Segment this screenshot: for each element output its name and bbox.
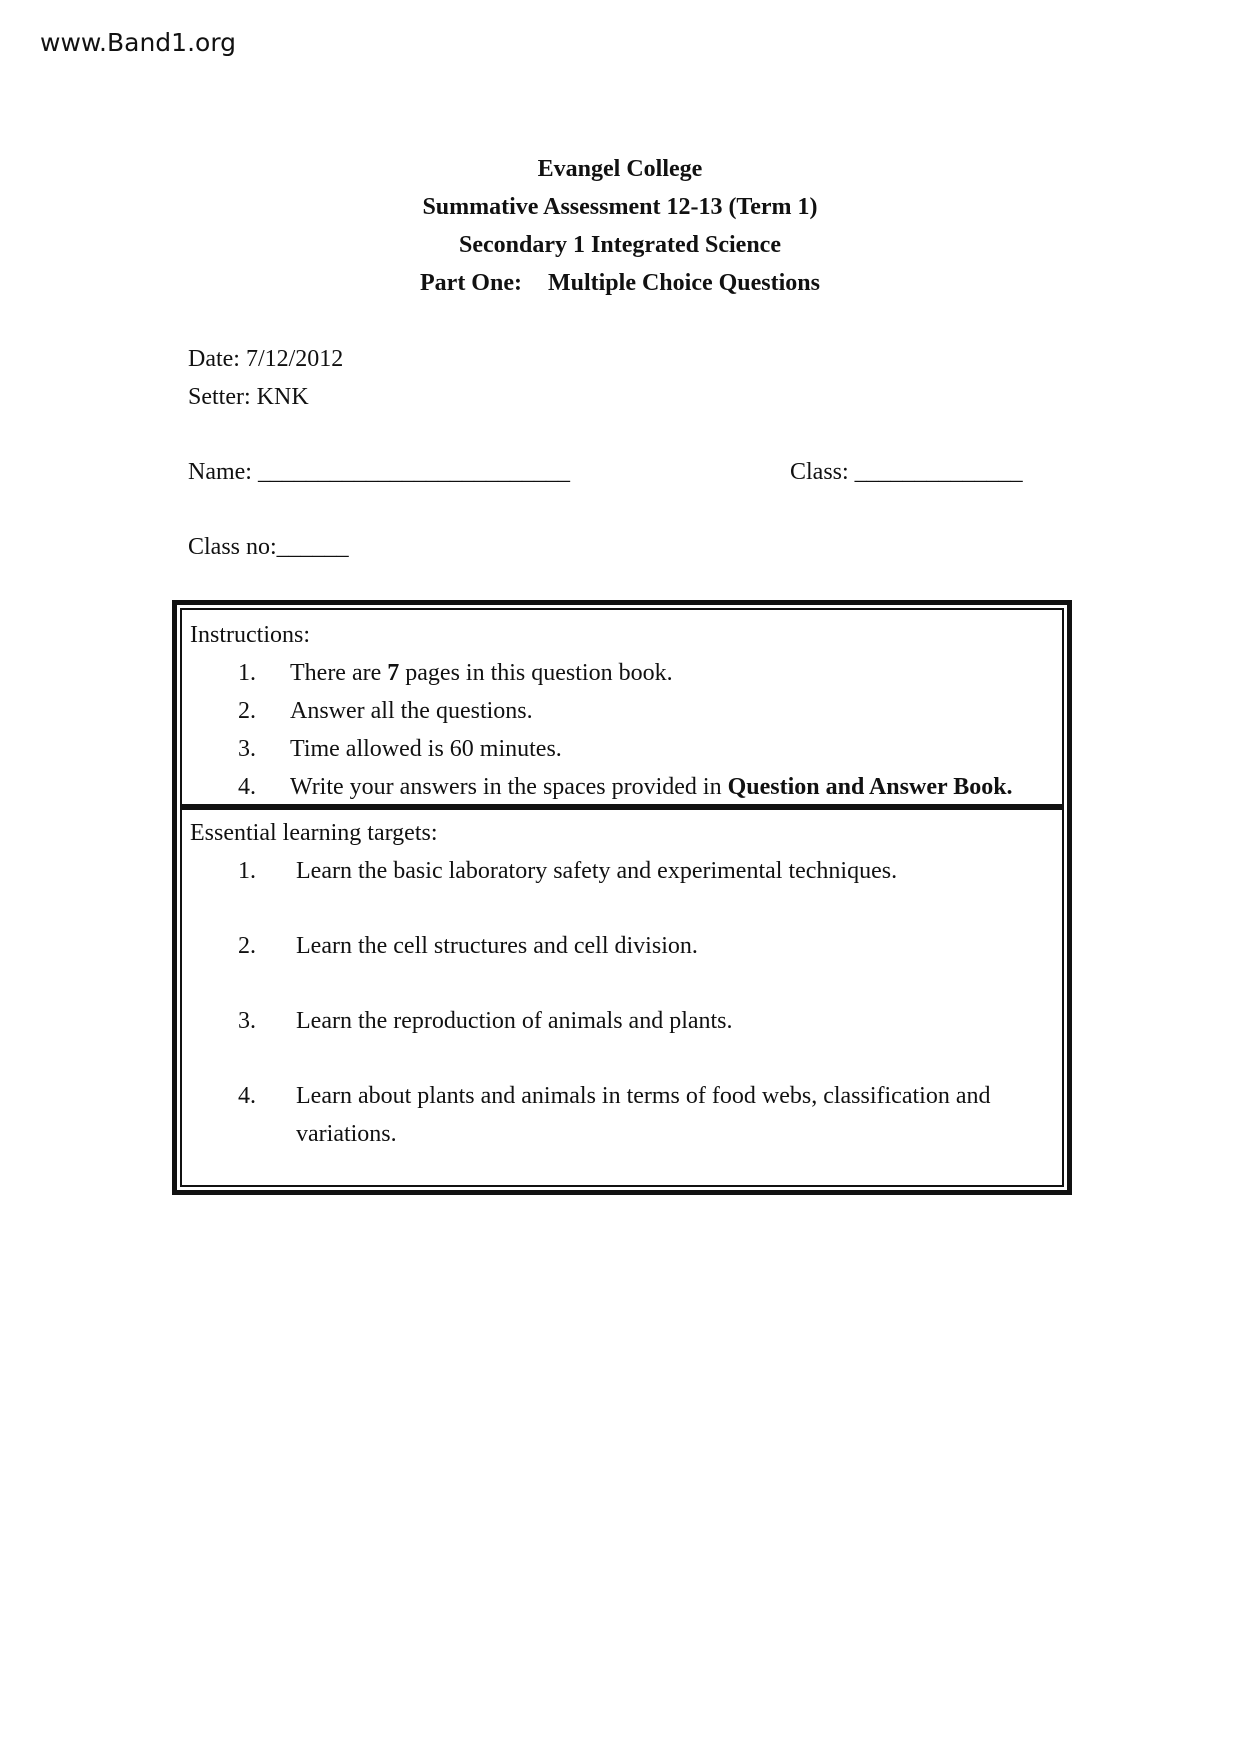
class-number-field[interactable]: Class no:______ [188, 534, 349, 560]
list-item [182, 1002, 1062, 1040]
instructions-box [180, 608, 1064, 806]
list-item [182, 692, 1062, 730]
item-number: 1. [238, 858, 256, 884]
item-number: 2. [238, 698, 256, 724]
item-text: Answer all the questions. [290, 698, 533, 724]
item-number: 1. [238, 660, 256, 686]
list-item [182, 1077, 1062, 1153]
part-name: Multiple Choice Questions [547, 270, 820, 296]
item-number: 4. [238, 774, 256, 800]
targets-list [182, 852, 1062, 1190]
exam-header [0, 150, 1240, 302]
item-text: Learn the reproduction of animals and plants. [296, 1008, 733, 1034]
list-item [182, 852, 1062, 890]
item-number: 2. [238, 933, 256, 959]
item-text: Write your answers in the spaces provided in Question and Answer Book. [290, 774, 1013, 800]
item-number: 3. [238, 736, 256, 762]
item-text: Time allowed is 60 minutes. [290, 736, 562, 762]
item-text: Learn the basic laboratory safety and experimental techniques. [296, 858, 898, 884]
class-field[interactable]: Class: ______________ [790, 459, 1023, 485]
targets-title: Essential learning targets: [190, 820, 438, 846]
instructions-title: Instructions: [190, 622, 310, 648]
subject-title: Secondary 1 Integrated Science [459, 232, 781, 258]
learning-targets-box [180, 806, 1064, 1187]
list-item [182, 654, 1062, 692]
item-number: 4. [238, 1083, 256, 1109]
name-field[interactable]: Name: __________________________ [188, 459, 570, 485]
item-text: There are 7 pages in this question book. [290, 660, 673, 686]
item-number: 3. [238, 1008, 256, 1034]
item-text: Learn about plants and animals in terms of food webs, classification and variations. [296, 1083, 991, 1147]
assessment-title: Summative Assessment 12-13 (Term 1) [422, 194, 818, 220]
list-item [182, 927, 1062, 965]
part-title [0, 264, 1240, 302]
item-text: Learn the cell structures and cell division. [296, 933, 698, 959]
school-name: Evangel College [537, 156, 703, 182]
part-label: Part One: [420, 270, 522, 296]
instructions-list [182, 654, 1062, 806]
exam-date: Date: 7/12/2012 [188, 346, 344, 372]
list-item [182, 730, 1062, 768]
list-item [182, 768, 1062, 806]
exam-setter: Setter: KNK [188, 384, 309, 410]
watermark-text: www.Band1.org [40, 28, 237, 57]
